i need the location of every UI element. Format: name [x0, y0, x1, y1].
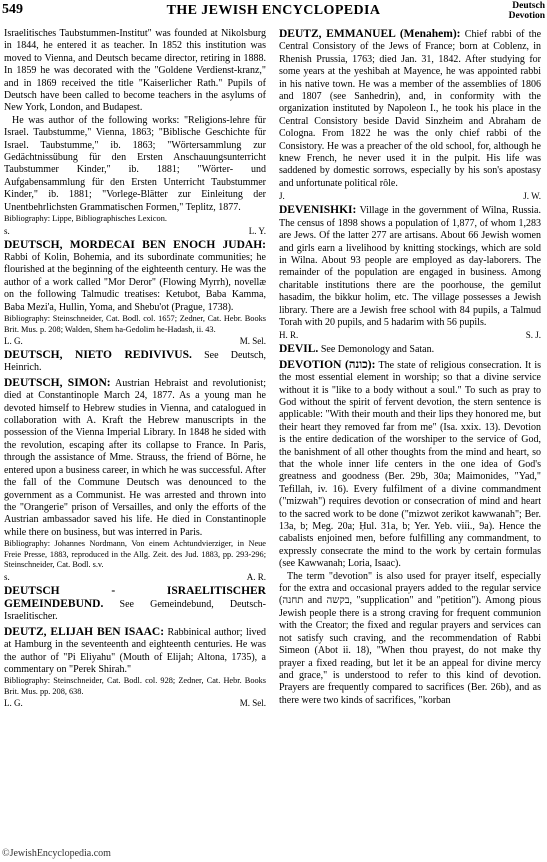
entry-headword: DEVIL.	[279, 343, 319, 356]
running-head	[509, 1, 545, 21]
signature-initials: s.	[4, 571, 10, 582]
entry-mordecai	[4, 239, 266, 314]
entry-text: Chief rabbi of the Central Consistory of the Jews of France; born at Coblenz, in Rhenish Prussia, 1763; died Jan. 31, 1842. After studying for some years at the yeshibah at Mayence, he was appointed rabbi in his native town. He was a member of the assemblies of 1806 and 1807 (see Sanhedrin), and, in conformity with the organization instituted by Napoleon I., he took his place in the Central Consistory beside David Sinzheim and Abraham de Cologna. From 1822 he was the only chief rabbi of the Consistory. He was a preacher of the old school, for, although he knew French, he never used it in the pulpit. His life was saddened by domestic sorrows, especially by his son's apostasy and unfortunate political rôle.	[279, 29, 541, 189]
bibliography: Bibliography: Lippe, Bibliographisches Lexicon.	[4, 214, 167, 224]
entry-devotion	[279, 359, 541, 571]
author-signature	[279, 190, 541, 202]
entry-nieto	[4, 349, 266, 375]
journal-title: THE JEWISH ENCYCLOPEDIA	[166, 3, 381, 18]
bibliography: Bibliography: Johannes Nordmann, Von einem Achtundvierziger, in Neue Freie Presse, 1883, reproduced in the Allg. Zeit. des Jud. 1883, pp. 293-296; Steinschneider, Cat. Bodl. s.v.	[4, 539, 266, 570]
page-header	[0, 0, 547, 24]
article-paragraph: He was author of the following works: "Religions-lehre für Israel. Taubstumme," Vienna, 1863; "Biblische Geschichte für Israel. Taubstumme," ib. 1863; "Wörtersammlung zur Gedächtnissübung für den Ersten Anschauungsunterricht Taubstummer Kinder," ib. 1881; "Wörter- und Aufgabensammlung für den Ersten Unterricht Taubstummer Kinder," ib. 1881; "Vorlege-Blätter zur Einleitung der Unentbehrlichsten Grammatischen Formen," Teplitz, 1877.	[4, 114, 266, 213]
entry-headword: DEUTSCH, MORDECAI BEN ENOCH JUDAH:	[4, 238, 266, 251]
bibliography: Bibliography: Steinschneider, Cat. Bodl. col. 928; Zedner, Cat. Hebr. Books Brit. Mus. pp. 208, 638.	[4, 676, 266, 696]
entry-text: The state of religious consecration. It is the most essential element in worship; so that a divine service without it is "like to a body without a soul." To such as pray to God without the spirit of fervent devotion, the stern sentence is applicable: "With their mouth and their lips they honored me, but their heart they removed far from me" (Isa. xxix. 13). Devotion is the entire dedication of the worshiper to the service of God, the banishment of all other thoughts from the mind and heart, so that the whole inner life centers in the one idea of God's greatness and goodness (Ber. 29b, 30a; Maimonides, "Yad," Tefillah, iv. 16). Every fulfilment of a divine commandment ("mizwah") requires devotion or consecration of mind and heart to the sacred work to be done ("mizwot zerikot kawwanah"; Ber. 13a, b; Meg. 20a; Ḥul. 31a, b; Yer. Yeb. viii., 9a). Hence the cabalists enjoined men, before fulfilling any commandment, to expressly consecrate the mind to the work by certain formulas (see Kawwanah; Loria, Isaac).	[279, 359, 541, 570]
entry-headword: DEUTZ, EMMANUEL (Menahem):	[279, 28, 461, 40]
entry-headword: DEUTZ, ELIJAH BEN ISAAC:	[4, 625, 165, 638]
entry-headword: DEVOTION (כונה):	[279, 358, 376, 371]
entry-text: Village in the government of Wilna, Russia. The census of 1898 shows a population of 1,877, of whom 1,283 are Jews. Of the latter 277 are artisans. About 66 Jewish women and girls earn a livelihood by knitting stockings, which are sold in Wilna. About 93 people are employed as day-laborers. The remainder of the population are engaged in business. Among charitable institutions there are the poorhouse, the gemilut hasadim, the bikkur holim, etc. The village possesses a Jewish library. There are a Jewish free school with 84 pupils, a Talmud Torah with 20 pupils, and 5 hadarim with 56 pupils.	[279, 205, 541, 328]
author-signature	[4, 571, 266, 583]
entry-text: Austrian Hebraist and revolutionist; died at Constantinople March 24, 1877. As a young man he devoted himself to Hebrew studies in Vienna, and catalogued in collaboration with A. Kraft the Hebrew manuscripts in the possession of the Vienna Imperial Library. In 1848 he sided with the revolution, escaping after its collapse to France. In Paris, through the assistance of Mme. Strauss, the friend of Börne, he entered upon a business career, in which he was successful. After the fall of the Commune Deutsch was denounced to the government as a Communist. He was arrested and thrown into the "Orangerie" prison of Versailles, and only the efforts of the Austrian ambassador saved his life. He died in Constantinople while there on business, but was interred in Paris.	[4, 377, 266, 538]
entry-emmanuel	[279, 28, 541, 190]
signature-author: M. Sel.	[239, 336, 266, 347]
signature-initials: J.	[279, 191, 285, 202]
entry-elijah	[4, 626, 266, 677]
entry-devenishki	[279, 204, 541, 329]
article-paragraph: Israelitisches Taubstummen-Institut" was founded at Nikolsburg in 1844, he entered it as teacher. In 1852 this institution was moved to Vienna, and Deutsch became director, retiring in 1888. In 1859 he was decorated with the "Goldene Verdienst-kranz," and in 1869 received the title "Kaiserlicher Rath." Pupils of Deutsch have been called to become teachers in the asylums of New York, London, and Budapest.	[4, 28, 266, 114]
running-head-last: Devotion	[508, 11, 545, 21]
signature-author: J. W.	[523, 191, 541, 202]
page-number: 549	[2, 2, 23, 17]
right-column	[279, 28, 541, 846]
entry-headword: DEUTSCH, SIMON:	[4, 376, 111, 389]
entry-text: Rabbi of Kolin, Bohemia, and its subordinate communities; he flourished at the beginning of the eighteenth century. He was the author of a work called "Mor Deror" (Flowing Myrrh), novellæ on the following Talmudic treatises: Ketubot, Baba Kamma, Baba Mezi'a, Hullin, Yoma, and Shebu'ot (Prague, 1738).	[4, 252, 266, 313]
entry-headword: DEUTSCH - ISRAELITISCHER GEMEINDEBUND.	[4, 584, 266, 611]
signature-initials: H. R.	[279, 330, 299, 341]
signature-initials: s.	[4, 225, 10, 236]
entry-text: Rabbinical author; lived at Hamburg in the seventeenth and eighteenth centuries. He was the author of "Pi Eliyahu" (Mouth of Elijah; Altona, 1735), a commentary on "Perek Shirah."	[4, 626, 266, 676]
running-head-first: Deutsch	[512, 1, 545, 11]
author-signature	[4, 335, 266, 347]
left-column	[4, 28, 266, 846]
signature-author: M. Sel.	[239, 698, 266, 709]
entry-headword: DEVENISHKI:	[279, 204, 357, 217]
signature-author: S. J.	[525, 330, 541, 341]
entry-gemeindebund	[4, 585, 266, 624]
entry-headword: DEUTSCH, NIETO REDIVIVUS.	[4, 349, 192, 362]
signature-initials: L. G.	[4, 698, 23, 709]
entry-text: See Deutsch, Heinrich.	[4, 350, 266, 374]
entry-text: See Demonology and Satan.	[318, 344, 435, 356]
signature-author: L. Y.	[248, 225, 266, 236]
signature-author: A. R.	[246, 571, 266, 582]
author-signature	[4, 225, 266, 237]
signature-initials: L. G.	[4, 336, 23, 347]
entry-simon	[4, 377, 266, 539]
site-credit: ©JewishEncyclopedia.com	[2, 848, 111, 859]
bibliography: Bibliography: Steinschneider, Cat. Bodl. col. 1657; Zedner, Cat. Hebr. Books Brit. Mus. p. 208; Walden, Shem ha-Gedolim he-Hadash, ii. 43.	[4, 314, 266, 334]
entry-text: See Gemeindebund, Deutsch-Israelitischer.	[4, 599, 266, 623]
author-signature	[4, 697, 266, 709]
article-paragraph: The term "devotion" is also used for prayer itself, especially for the extra and occasional prayers added to the regular service (תחנה and בקשה, "supplication" and "petition"). Among pious Jewish people there is a strong craving for frequent communion with the Creator; the fixed and regular prayers and services can not satisfy such craving, and the recommendation of Rabbi Simeon (Abot ii. 18), "When thou prayest, do not make thy prayer a fixed reading, but let it be an appeal for divine mercy and grace," is understood to refer to this kind of devotion. Prayers are frequently compared to sacrifices (Ber. 26b), and as there were two kinds of sacrifices, "korban	[279, 570, 541, 706]
author-signature	[279, 329, 541, 341]
entry-devil	[279, 343, 541, 356]
